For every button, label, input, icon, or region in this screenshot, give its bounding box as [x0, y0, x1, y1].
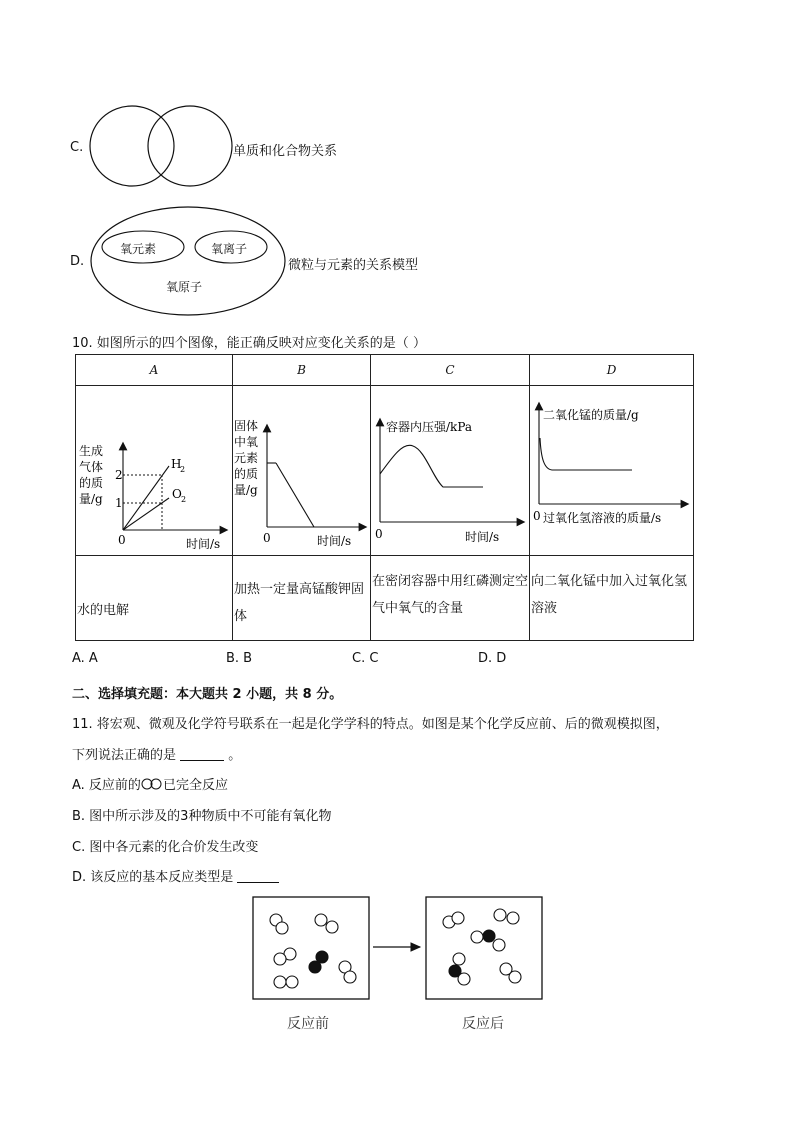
before-box — [253, 897, 369, 999]
graph-a-o2-line — [123, 498, 169, 530]
header-b: B — [233, 355, 371, 386]
graph-a-ylabel-4: 量/g — [79, 492, 103, 506]
graph-a-ylabel-1: 生成 — [79, 444, 104, 458]
graph-a-ylabel-2: 气体 — [79, 460, 104, 474]
graph-a-tick-2: 2 — [115, 468, 123, 482]
before-molecule-1 — [270, 914, 288, 934]
option-d-letter: D. — [70, 254, 85, 269]
graph-d-cell — [530, 386, 694, 556]
graph-a-ylabel-3: 的质 — [79, 476, 104, 490]
q11-option-a-prefix: A. 反应前的 — [72, 778, 141, 793]
outer-label: 氧原子 — [166, 280, 203, 294]
particle-element-model — [88, 204, 288, 318]
desc-b-text: 加热一定量高锰酸钾固体 — [234, 582, 365, 624]
after-molecule-3 — [471, 930, 505, 951]
outer-ellipse — [91, 207, 285, 315]
graph-b-ylabel-1: 固体 — [234, 419, 259, 433]
graph-d — [530, 386, 694, 555]
q10-graph-row — [76, 386, 694, 556]
q10-desc-row — [76, 556, 694, 641]
graph-c-pressure-curve — [380, 445, 483, 487]
before-molecule-6 — [274, 976, 298, 988]
graph-a-cell — [76, 386, 233, 556]
graph-b-decline-line — [276, 463, 314, 527]
before-molecule-5 — [339, 961, 356, 983]
graph-c — [371, 386, 530, 555]
option-c-letter: C. — [70, 140, 84, 155]
graph-c-ylabel: 容器内压强/kPa — [386, 420, 473, 434]
graph-d-origin: 0 — [533, 509, 541, 523]
graph-b-origin: 0 — [263, 531, 271, 545]
after-label: 反应后 — [462, 1016, 504, 1032]
graph-a — [76, 386, 233, 555]
graph-b-ylabel-3: 元素 — [234, 451, 259, 465]
q11-line-2-suffix: 。 — [228, 748, 242, 763]
graph-d-ylabel: 二氧化锰的质量/g — [543, 408, 639, 422]
after-molecule-4 — [449, 953, 470, 985]
q11-option-a[interactable] — [72, 774, 228, 793]
section-2-heading: 二、选择填充题：本大题共 2 小题，共 8 分。 — [72, 687, 343, 702]
graph-b — [233, 386, 371, 555]
option-d-caption: 微粒与元素的关系模型 — [288, 258, 419, 273]
desc-c — [371, 556, 530, 641]
q11-option-d[interactable] — [72, 866, 279, 885]
before-molecule-4 — [309, 951, 328, 973]
before-label: 反应前 — [287, 1016, 329, 1032]
desc-a-text: 水的电解 — [77, 602, 130, 618]
q10-choice-b[interactable]: B. B — [226, 651, 253, 666]
q10-choice-c[interactable]: C. C — [352, 651, 379, 666]
graph-a-o2-sub: 2 — [181, 495, 187, 504]
graph-d-xlabel: 过氧化氢溶液的质量/s — [543, 511, 662, 525]
q11-reaction-type-blank[interactable] — [237, 870, 279, 883]
header-c: C — [371, 355, 530, 386]
graph-d-mass-curve — [540, 438, 632, 470]
desc-a — [76, 556, 233, 641]
q11-line-2-prefix: 下列说法正确的是 — [72, 748, 177, 763]
q10-choice-a[interactable]: A. A — [72, 651, 98, 666]
venn-right-circle — [148, 106, 232, 186]
reaction-diagram — [252, 895, 544, 1003]
after-molecule-1 — [443, 912, 464, 928]
desc-d — [530, 556, 694, 641]
molecule-icon — [141, 778, 163, 790]
q11-line-1: 11. 将宏观、微观及化学符号联系在一起是化学学科的特点。如图是某个化学反应前、后的微观模拟图， — [72, 717, 669, 732]
q11-answer-blank[interactable] — [180, 748, 224, 761]
q10-header-row — [76, 355, 694, 386]
q11-option-c[interactable]: C. 图中各元素的化合价发生改变 — [72, 840, 259, 855]
q10-choice-d[interactable]: D. D — [478, 651, 507, 666]
q11-option-d-text: D. 该反应的基本反应类型是 — [72, 870, 234, 885]
q10-stem: 10. 如图所示的四个图像，能正确反映对应变化关系的是（ ） — [72, 336, 426, 351]
before-molecule-3 — [274, 948, 296, 965]
graph-c-origin: 0 — [375, 527, 383, 541]
graph-b-ylabel-4: 的质 — [234, 467, 259, 481]
before-molecule-2 — [315, 914, 338, 933]
venn-left-circle — [90, 106, 174, 186]
q11-option-a-suffix: 已完全反应 — [162, 778, 228, 793]
graph-b-cell — [233, 386, 371, 556]
graph-a-tick-1: 1 — [115, 496, 123, 510]
graph-a-h2-label: H — [171, 457, 182, 471]
q10-table — [75, 354, 694, 641]
desc-c-text: 在密闭容器中用红磷测定空气中氧气的含量 — [372, 574, 529, 616]
graph-a-h2-sub: 2 — [180, 465, 186, 474]
inner-left-label: 氧元素 — [120, 242, 157, 256]
graph-a-o2-label: O — [172, 487, 182, 501]
graph-a-xlabel: 时间/s — [186, 537, 221, 551]
after-molecule-5 — [500, 963, 521, 983]
graph-c-xlabel: 时间/s — [465, 530, 500, 544]
desc-d-text: 向二氧化锰中加入过氧化氢溶液 — [531, 574, 688, 616]
venn-diagram — [86, 104, 236, 192]
graph-b-ylabel-5: 量/g — [234, 483, 258, 497]
header-d: D — [530, 355, 694, 386]
option-c-caption: 单质和化合物关系 — [233, 144, 338, 159]
q11-line-2 — [72, 744, 241, 763]
inner-right-label: 氧离子 — [211, 242, 248, 256]
graph-a-origin: 0 — [118, 533, 126, 547]
after-molecule-2 — [494, 909, 519, 924]
graph-b-ylabel-2: 中氧 — [234, 435, 259, 449]
graph-b-xlabel: 时间/s — [317, 534, 352, 548]
q11-option-b[interactable]: B. 图中所示涉及的3种物质中不可能有氧化物 — [72, 809, 332, 824]
graph-c-cell — [371, 386, 530, 556]
after-box — [426, 897, 542, 999]
desc-b — [233, 556, 371, 641]
header-a: A — [76, 355, 233, 386]
